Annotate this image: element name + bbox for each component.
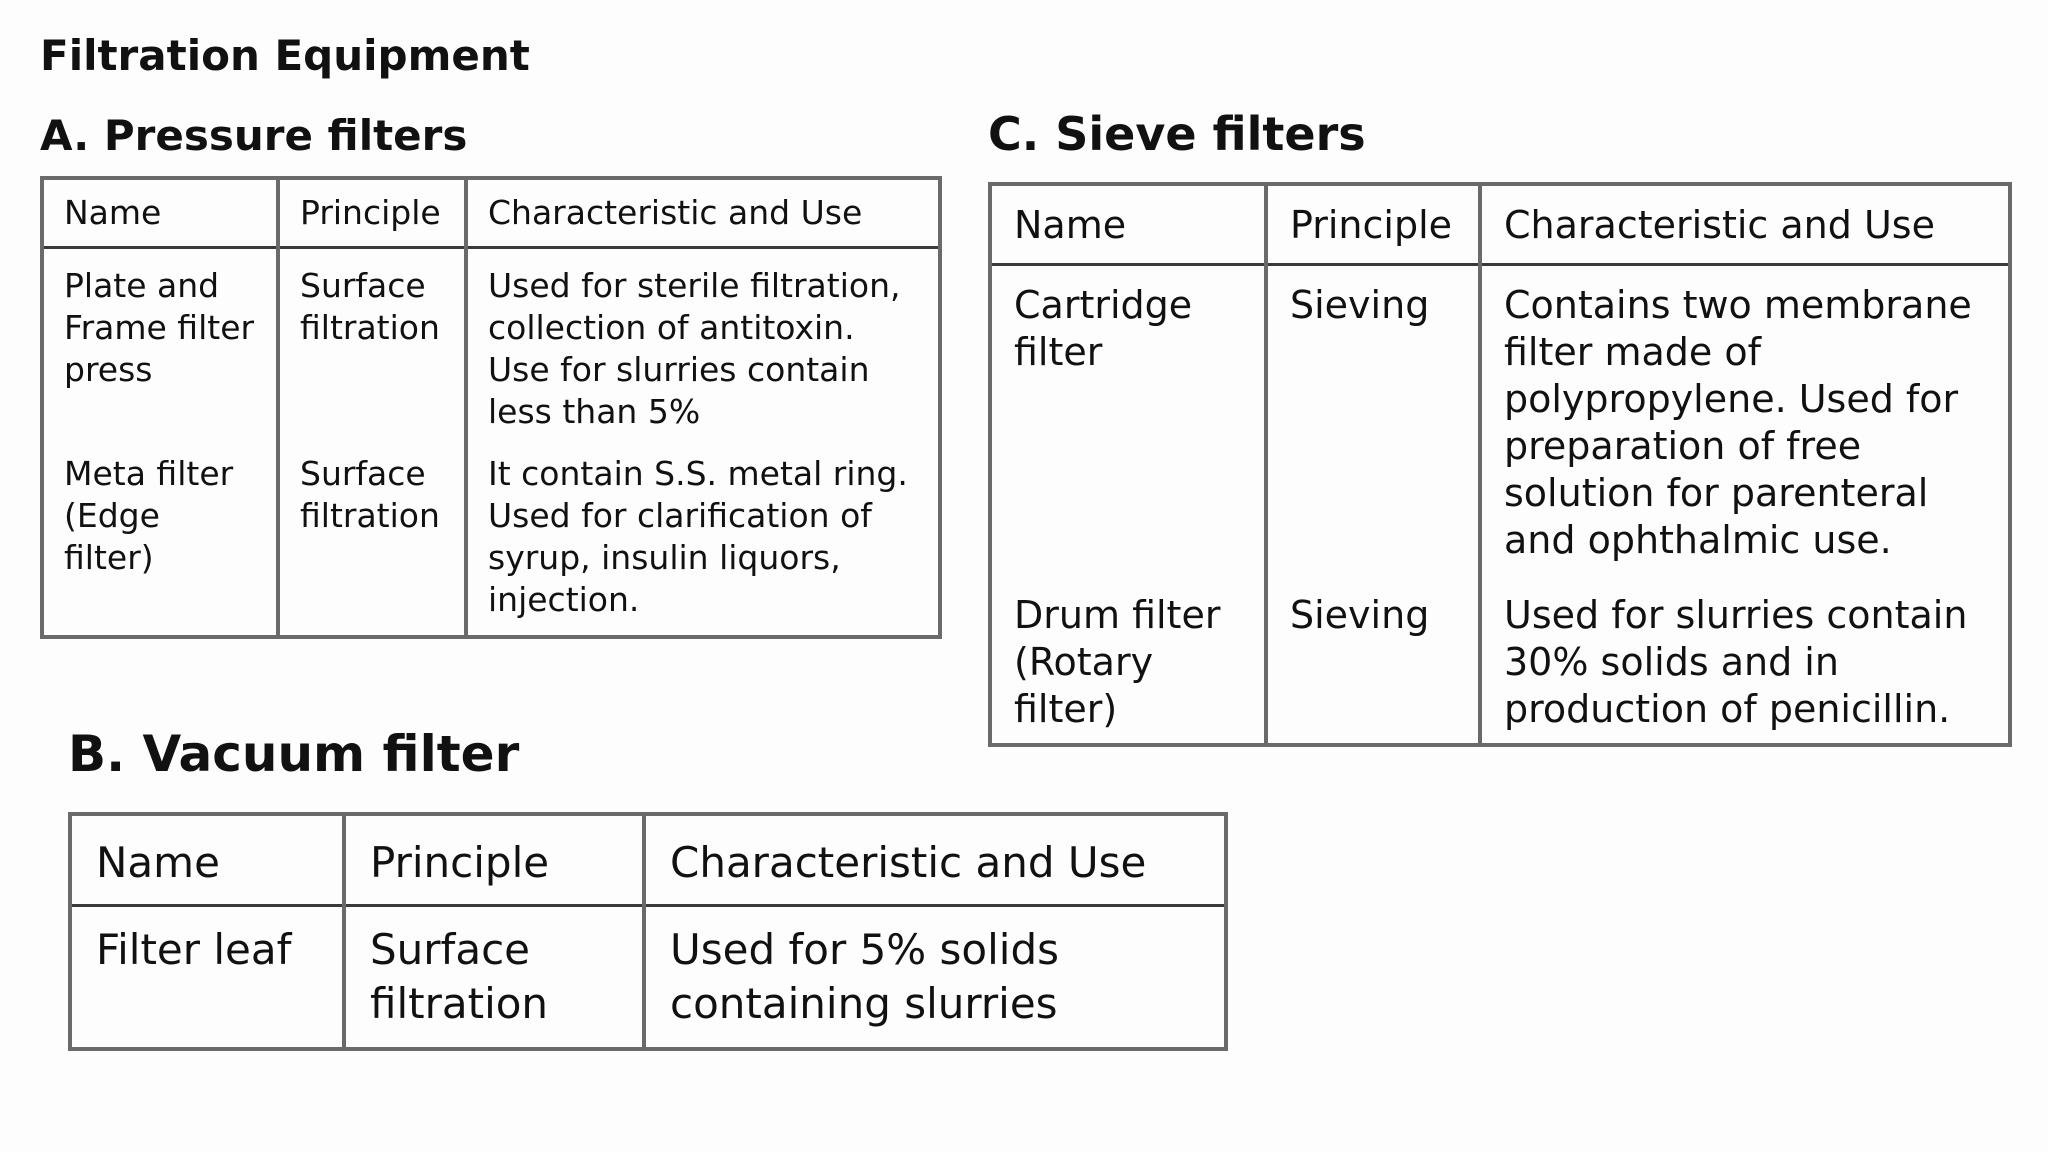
filter-name-cell: Filter leaf [70, 906, 344, 1050]
column-header-principle: Principle [1266, 184, 1480, 265]
table-row [70, 906, 1226, 1050]
sieve-filters-heading: C. Sieve filters [988, 107, 1366, 161]
vacuum-filter-table [68, 812, 1228, 1051]
sieve-filters-table [988, 182, 2012, 747]
filter-name-cell: Plate and Frame filter press [42, 248, 278, 438]
table-row [42, 437, 940, 637]
vacuum-filter-heading: B. Vacuum filter [68, 725, 520, 783]
column-header-use: Characteristic and Use [466, 178, 940, 248]
pressure-filters-table [40, 176, 942, 639]
column-header-principle: Principle [278, 178, 466, 248]
table-header-row [990, 184, 2010, 265]
filter-principle-cell: Surface filtration [278, 437, 466, 637]
filter-principle-cell: Surface filtration [278, 248, 466, 438]
column-header-use: Characteristic and Use [1480, 184, 2010, 265]
filter-name-cell: Meta filter (Edge filter) [42, 437, 278, 637]
table-row [990, 265, 2010, 577]
table-header-row [70, 814, 1226, 906]
column-header-principle: Principle [344, 814, 644, 906]
column-header-name: Name [70, 814, 344, 906]
filter-principle-cell: Surface filtration [344, 906, 644, 1050]
filter-name-cell: Cartridge filter [990, 265, 1266, 577]
filter-principle-cell: Sieving [1266, 576, 1480, 745]
filter-principle-cell: Sieving [1266, 265, 1480, 577]
filter-use-cell: It contain S.S. metal ring. Used for clarification of syrup, insulin liquors, injection. [466, 437, 940, 637]
table-row [42, 248, 940, 438]
filter-use-cell: Contains two membrane filter made of polypropylene. Used for preparation of free solution for parenteral and ophthalmic use. [1480, 265, 2010, 577]
table-row [990, 576, 2010, 745]
filter-use-cell: Used for slurries contain 30% solids and in production of penicillin. [1480, 576, 2010, 745]
filter-use-cell: Used for 5% solids containing slurries [644, 906, 1226, 1050]
table-header-row [42, 178, 940, 248]
page-title: Filtration Equipment [40, 31, 530, 80]
filter-name-cell: Drum filter (Rotary filter) [990, 576, 1266, 745]
filter-use-cell: Used for sterile filtration, collection of antitoxin. Use for slurries contain less than 5% [466, 248, 940, 438]
column-header-use: Characteristic and Use [644, 814, 1226, 906]
column-header-name: Name [990, 184, 1266, 265]
column-header-name: Name [42, 178, 278, 248]
pressure-filters-heading: A. Pressure filters [40, 111, 468, 160]
